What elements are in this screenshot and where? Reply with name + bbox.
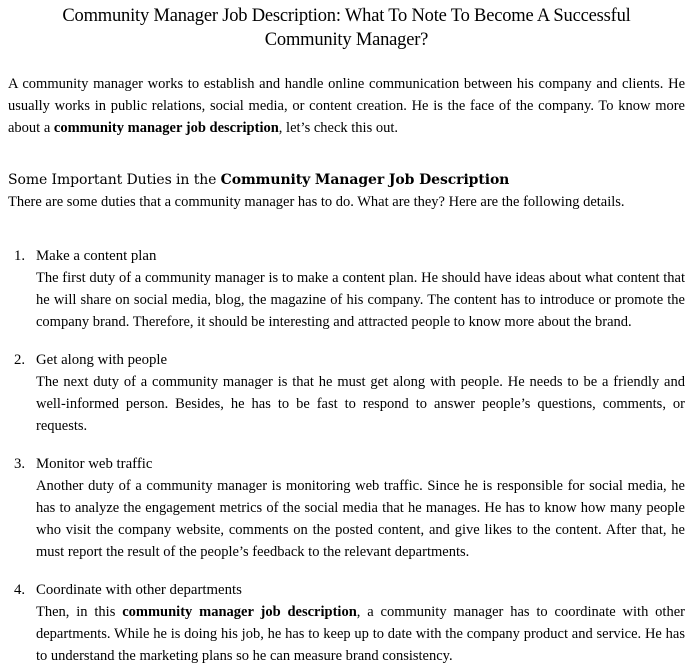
duty-number: 3.: [14, 456, 26, 472]
duty-item-3: [14, 453, 685, 563]
page-title: Community Manager Job Description: What To Note To Become A Successful Community Manager?: [62, 6, 631, 50]
duty-number: 2.: [14, 352, 26, 368]
duty-body: The next duty of a community manager is that he must get along with people. He needs to be a friendly and well-informed person. Besides, he has to be fast to respond to answer people’s questions, comments, or requests.: [36, 374, 685, 434]
intro-paragraph: [8, 73, 685, 139]
duty-body: Another duty of a community manager is monitoring web traffic. Since he is responsible for social media, he has to analyze the engagement metrics of the social media that he manages. He has to know how many people who visit the company website, comments on the posted content, and give likes to the content. After that, he must report the result of the people’s feedback to the relevant departments.: [36, 478, 685, 560]
duty-body-end: , a community manager has to coordinate with other departments. While he is doing his job, he has to keep up to date with the company product and service. He has to understand the marketing plans so he can measure brand consistency.: [36, 604, 685, 664]
duty-heading: [14, 453, 685, 475]
intro-bold-keyword: community manager job description: [53, 120, 279, 136]
duties-list: [14, 245, 685, 667]
duty-body-bold-keyword: community manager job description: [122, 604, 357, 620]
duty-item-4: [14, 579, 685, 667]
duty-title: Make a content plan: [36, 248, 157, 264]
duty-item-2: [14, 349, 685, 437]
duty-title: Monitor web traffic: [36, 456, 153, 472]
section-subtext: There are some duties that a community manager has to do. What are they? Here are the following details.: [8, 194, 625, 210]
section-heading-bold: Community Manager Job Description: [220, 172, 510, 188]
duty-title: Coordinate with other departments: [36, 582, 242, 598]
intro-text-start: A community manager works to establish and handle online communication between his company and clients. He usually works in public relations, social media, or content creation. He is the face of the company. To know more about a: [8, 76, 685, 136]
duty-heading: [14, 245, 685, 267]
section-heading: [8, 169, 685, 191]
duty-body: [36, 601, 685, 667]
intro-text-end: , let’s check this out.: [278, 120, 398, 136]
duty-heading: [14, 349, 685, 371]
duty-item-1: [14, 245, 685, 333]
duty-heading: [14, 579, 685, 601]
duty-number: 4.: [14, 582, 26, 598]
duty-number: 1.: [14, 248, 26, 264]
section-heading-regular: Some Important Duties in the: [8, 172, 221, 188]
duty-body: The first duty of a community manager is to make a content plan. He should have ideas about what content that he will share on social media, blog, the magazine of his company. The content has to introduce or promote the company brand. Therefore, it should be interesting and attracted people to know more about the brand.: [36, 270, 685, 330]
duty-title: Get along with people: [36, 352, 168, 368]
duty-body-start: Then, in this: [36, 604, 123, 620]
